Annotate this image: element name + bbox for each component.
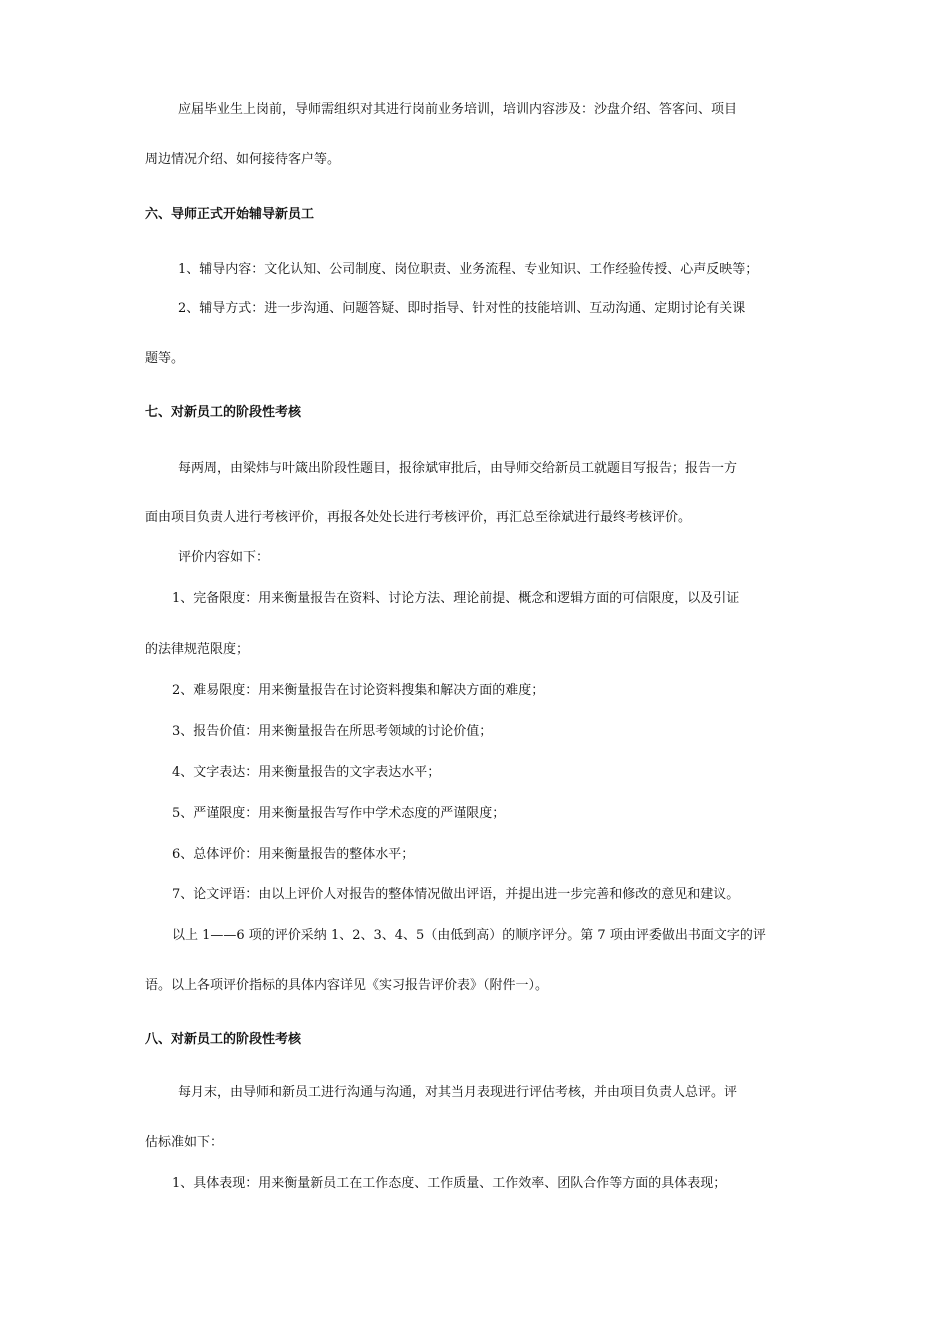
paragraph-line: 面由项目负责人进行考核评价，再报各处处长进行考核评价，再汇总至徐斌进行最终考核评价。 <box>145 510 692 525</box>
list-item: 1、具体表现：用来衡量新员工在工作态度、工作质量、工作效率、团队合作等方面的具体表现； <box>172 1176 727 1191</box>
list-item: 4、文字表达：用来衡量报告的文字表达水平； <box>172 765 441 780</box>
section-heading-8: 八、对新员工的阶段性考核 <box>145 1032 302 1047</box>
list-item: 6、总体评价：用来衡量报告的整体水平； <box>172 847 415 862</box>
list-item: 2、难易限度：用来衡量报告在讨论资料搜集和解决方面的难度； <box>172 683 545 698</box>
paragraph-line: 评价内容如下： <box>178 550 270 565</box>
paragraph-line: 题等。 <box>145 351 185 366</box>
list-item: 3、报告价值：用来衡量报告在所思考领域的讨论价值； <box>172 724 493 739</box>
paragraph-line: 每两周，由梁炜与叶箴出阶段性题目，报徐斌审批后，由导师交给新员工就题目写报告；报告一方 <box>178 461 738 476</box>
list-item: 1、完备限度：用来衡量报告在资料、讨论方法、理论前提、概念和逻辑方面的可信限度，以及引证 <box>172 591 740 606</box>
paragraph-line: 应届毕业生上岗前，导师需组织对其进行岗前业务培训，培训内容涉及：沙盘介绍、答客问、项目 <box>178 102 738 117</box>
paragraph-line: 的法律规范限度； <box>145 642 250 657</box>
paragraph-line: 估标准如下： <box>145 1135 224 1150</box>
paragraph-line: 以上 1——6 项的评价采纳 1、2、3、4、5（由低到高）的顺序评分。第 7 项由评委做出书面文字的评 <box>172 928 766 943</box>
paragraph-line: 语。以上各项评价指标的具体内容详见《实习报告评价表》（附件一）。 <box>145 978 549 993</box>
section-heading-7: 七、对新员工的阶段性考核 <box>145 405 302 420</box>
paragraph-line: 周边情况介绍、如何接待客户等。 <box>145 152 341 167</box>
list-item: 5、严谨限度：用来衡量报告写作中学术态度的严谨限度； <box>172 806 506 821</box>
paragraph-line: 每月末，由导师和新员工进行沟通与沟通，对其当月表现进行评估考核，并由项目负责人总评。评 <box>178 1085 738 1100</box>
list-item: 7、论文评语：由以上评价人对报告的整体情况做出评语，并提出进一步完善和修改的意见和建议。 <box>172 887 740 902</box>
list-item: 2、辅导方式：进一步沟通、问题答疑、即时指导、针对性的技能培训、互动沟通、定期讨论有关课 <box>178 301 746 316</box>
list-item: 1、辅导内容：文化认知、公司制度、岗位职责、业务流程、专业知识、工作经验传授、心声反映等； <box>178 262 759 277</box>
section-heading-6: 六、导师正式开始辅导新员工 <box>145 207 315 222</box>
